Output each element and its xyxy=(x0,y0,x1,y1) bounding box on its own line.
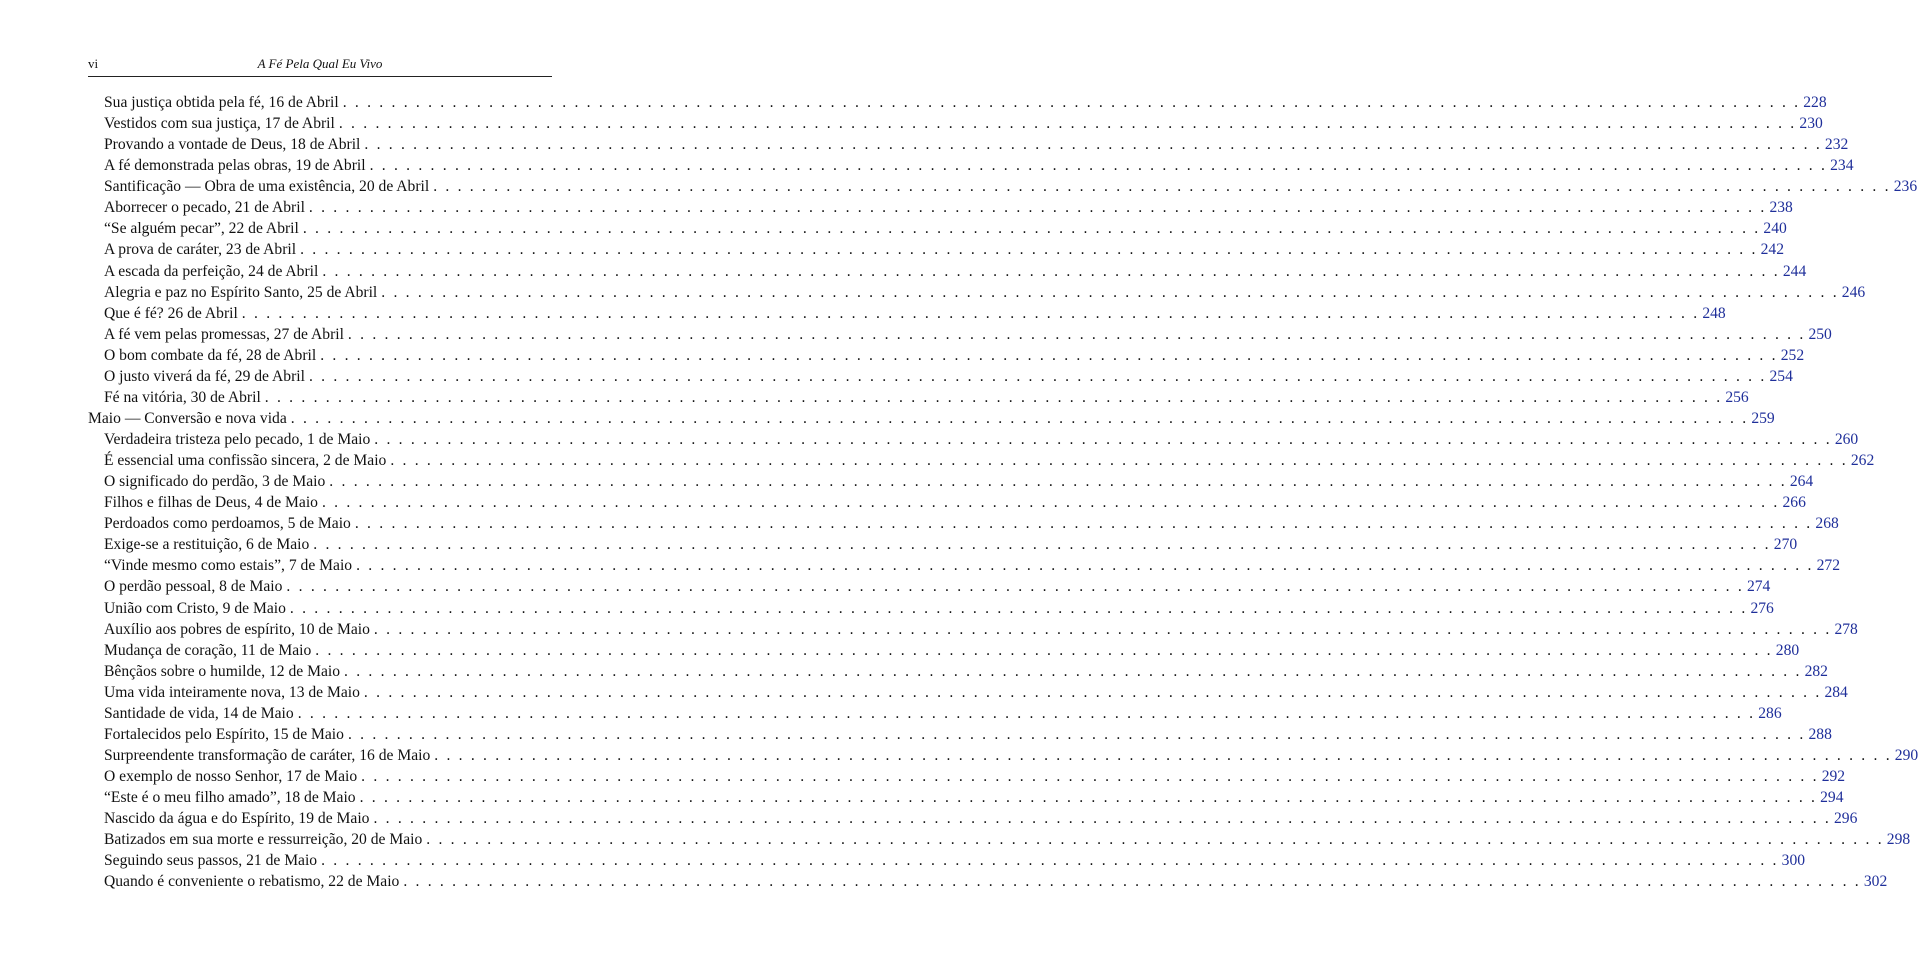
toc-dot-leader: . . . . . . . . . . . . . . . . . . . . . . . . . . . . . . . . . . . . . . . . . . . . . . . . . . . . . . . . . . . . . . . . . . . . . . . . . . . . . . . . . . . . . . . . . . . . . . . . . . . . . . . . . . . . . . . . . . . . . . . . xyxy=(356,557,1814,575)
header-book-title: A Fé Pela Qual Eu Vivo xyxy=(257,56,383,71)
toc-entry-title: Sua justiça obtida pela fé, 16 de Abril xyxy=(104,94,339,111)
toc-entry[interactable] xyxy=(88,850,1806,871)
toc-entry-title: Fé na vitória, 30 de Abril xyxy=(104,388,261,406)
toc-entry-title: Auxílio aos pobres de espírito, 10 de Maio xyxy=(104,620,370,638)
toc-dot-leader: . . . . . . . . . . . . . . . . . . . . . . . . . . . . . . . . . . . . . . . . . . . . . . . . . . . . . . . . . . . . . . . . . . . . . . . . . . . . . . . . . . . . . . . . . . . . . . . . . . . . . . . . . . . . . . . . . . . . . . . . xyxy=(347,725,1806,743)
toc-dot-leader: . . . . . . . . . . . . . . . . . . . . . . . . . . . . . . . . . . . . . . . . . . . . . . . . . . . . . . . . . . . . . . . . . . . . . . . . . . . . . . . . . . . . . . . . . . . . . . . . . . . . . . . . . . . . . . . . . . . . . . . . xyxy=(363,683,1822,701)
toc-page-link[interactable]: 268 xyxy=(1815,515,1839,533)
toc-dot-leader: . . . . . . . . . . . . . . . . . . . . . . . . . . . . . . . . . . . . . . . . . . . . . . . . . . . . . . . . . . . . . . . . . . . . . . . . . . . . . . . . . . . . . . . . . . . . . . . . . . . . . . . . . . . . . . . . . . . . . . . . xyxy=(426,831,1884,849)
toc-entry-title: Nascido da água e do Espírito, 19 de Maio xyxy=(104,810,370,828)
toc-entry[interactable] xyxy=(88,239,1784,260)
table-of-contents xyxy=(88,92,1918,892)
toc-dot-leader: . . . . . . . . . . . . . . . . . . . . . . . . . . . . . . . . . . . . . . . . . . . . . . . . . . . . . . . . . . . . . . . . . . . . . . . . . . . . . . . . . . . . . . . . . . . . . . . . . . . . . . . . . . . . . . . . . . . . . . . . xyxy=(344,662,1802,680)
toc-page-link[interactable]: 286 xyxy=(1758,704,1782,722)
toc-entry-title: Maio — Conversão e nova vida xyxy=(88,409,287,427)
toc-entry-title: Provando a vontade de Deus, 18 de Abril xyxy=(104,136,361,154)
toc-entry[interactable] xyxy=(88,724,1832,745)
toc-entry[interactable] xyxy=(88,429,1859,450)
toc-page-link[interactable]: 264 xyxy=(1789,473,1814,491)
toc-page-link[interactable]: 288 xyxy=(1808,725,1832,743)
toc-entry-title: Vestidos com sua justiça, 17 de Abril xyxy=(104,115,335,133)
toc-page-link[interactable]: 284 xyxy=(1824,683,1848,701)
toc-dot-leader: . . . . . . . . . . . . . . . . . . . . . . . . . . . . . . . . . . . . . . . . . . . . . . . . . . . . . . . . . . . . . . . . . . . . . . . . . . . . . . . . . . . . . . . . . . . . . . . . . . . . . . . . . . . . . . . . . . . . . . . . xyxy=(364,136,1822,154)
toc-entry-title: O significado do perdão, 3 de Maio xyxy=(104,473,326,491)
toc-entry-title: Filhos e filhas de Deus, 4 de Maio xyxy=(104,494,318,512)
toc-entry[interactable] xyxy=(88,176,1918,197)
toc-entry[interactable] xyxy=(88,492,1806,513)
toc-entry[interactable] xyxy=(88,303,1726,324)
toc-entry-title: Uma vida inteiramente nova, 13 de Maio xyxy=(104,683,360,701)
toc-entry[interactable] xyxy=(88,829,1911,850)
toc-dot-leader: . . . . . . . . . . . . . . . . . . . . . . . . . . . . . . . . . . . . . . . . . . . . . . . . . . . . . . . . . . . . . . . . . . . . . . . . . . . . . . . . . . . . . . . . . . . . . . . . . . . . . . . . . . . . . . . . . . . . . . . . xyxy=(264,388,1723,406)
toc-entry-title: Fortalecidos pelo Espírito, 15 de Maio xyxy=(104,725,344,743)
toc-dot-leader: . . . . . . . . . . . . . . . . . . . . . . . . . . . . . . . . . . . . . . . . . . . . . . . . . . . . . . . . . . . . . . . . . . . . . . . . . . . . . . . . . . . . . . . . . . . . . . . . . . . . . . . . . . . . . . . . . . . . . . . . xyxy=(329,473,1787,491)
toc-dot-leader: . . . . . . . . . . . . . . . . . . . . . . . . . . . . . . . . . . . . . . . . . . . . . . . . . . . . . . . . . . . . . . . . . . . . . . . . . . . . . . . . . . . . . . . . . . . . . . . . . . . . . . . . . . . . . . . . . . . . . . . . xyxy=(302,220,1761,238)
toc-page-link[interactable]: 236 xyxy=(1893,178,1918,196)
toc-entry-title: A fé vem pelas promessas, 27 de Abril xyxy=(104,325,344,343)
toc-page-link[interactable]: 276 xyxy=(1750,599,1774,617)
toc-page-link[interactable]: 254 xyxy=(1769,367,1793,385)
toc-page-link[interactable]: 259 xyxy=(1751,409,1775,427)
toc-dot-leader: . . . . . . . . . . . . . . . . . . . . . . . . . . . . . . . . . . . . . . . . . . . . . . . . . . . . . . . . . . . . . . . . . . . . . . . . . . . . . . . . . . . . . . . . . . . . . . . . . . . . . . . . . . . . . . . . . . . . . . . . xyxy=(381,283,1839,301)
toc-page-link[interactable]: 300 xyxy=(1781,852,1806,870)
toc-page-link[interactable]: 244 xyxy=(1782,262,1807,280)
toc-entry-title: Santificação — Obra de uma existência, 20 de Abril xyxy=(104,178,430,196)
header-rule xyxy=(88,76,552,77)
toc-entry-title: Verdadeira tristeza pelo pecado, 1 de Maio xyxy=(104,431,371,448)
toc-dot-leader: . . . . . . . . . . . . . . . . . . . . . . . . . . . . . . . . . . . . . . . . . . . . . . . . . . . . . . . . . . . . . . . . . . . . . . . . . . . . . . . . . . . . . . . . . . . . . . . . . . . . . . . . . . . . . . . . . . . . . . . . xyxy=(308,199,1767,217)
toc-dot-leader: . . . . . . . . . . . . . . . . . . . . . . . . . . . . . . . . . . . . . . . . . . . . . . . . . . . . . . . . . . . . . . . . . . . . . . . . . . . . . . . . . . . . . . . . . . . . . . . . . . . . . . . . . . . . . . . . . . . . . . . . xyxy=(297,704,1756,722)
toc-entry[interactable] xyxy=(88,113,1823,134)
toc-entry-title: O bom combate da fé, 28 de Abril xyxy=(104,346,317,364)
toc-entry[interactable] xyxy=(88,745,1918,766)
toc-entry[interactable] xyxy=(88,324,1832,345)
header-page-number: vi xyxy=(88,56,99,71)
toc-entry-title: Batizados em sua morte e ressurreição, 20 de Maio xyxy=(104,831,423,849)
toc-page-link[interactable]: 282 xyxy=(1804,662,1828,680)
toc-dot-leader: . . . . . . . . . . . . . . . . . . . . . . . . . . . . . . . . . . . . . . . . . . . . . . . . . . . . . . . . . . . . . . . . . . . . . . . . . . . . . . . . . . . . . . . . . . . . . . . . . . . . . . . . . . . . . . . . . . . . . . . . xyxy=(354,515,1813,533)
toc-page-link[interactable]: 242 xyxy=(1760,241,1784,259)
toc-entry[interactable] xyxy=(88,619,1858,640)
toc-entry-title: Alegria e paz no Espírito Santo, 25 de Abril xyxy=(104,283,378,301)
toc-entry-title: Que é fé? 26 de Abril xyxy=(104,304,238,322)
toc-entry[interactable] xyxy=(88,92,1827,113)
toc-entry[interactable] xyxy=(88,197,1793,218)
toc-entry[interactable] xyxy=(88,640,1800,661)
toc-entry[interactable] xyxy=(88,218,1787,239)
toc-dot-leader: . . . . . . . . . . . . . . . . . . . . . . . . . . . . . . . . . . . . . . . . . . . . . . . . . . . . . . . . . . . . . . . . . . . . . . . . . . . . . . . . . . . . . . . . . . . . . . . . . . . . . . . . . . . . . . . . . . . . . . . . xyxy=(286,578,1744,596)
toc-entry[interactable] xyxy=(88,282,1866,303)
toc-dot-leader: . . . . . . . . . . . . . . . . . . . . . . . . . . . . . . . . . . . . . . . . . . . . . . . . . . . . . . . . . . . . . . . . . . . . . . . . . . . . . . . . . . . . . . . . . . . . . . . . . . . . . . . . . . . . . . . . . . . . . . . . xyxy=(403,873,1861,891)
toc-entry[interactable] xyxy=(88,471,1814,492)
toc-entry[interactable] xyxy=(88,366,1793,387)
toc-dot-leader: . . . . . . . . . . . . . . . . . . . . . . . . . . . . . . . . . . . . . . . . . . . . . . . . . . . . . . . . . . . . . . . . . . . . . . . . . . . . . . . . . . . . . . . . . . . . . . . . . . . . . . . . . . . . . . . . . . . . . . . . xyxy=(290,409,1749,427)
toc-entry-title: Perdoados como perdoamos, 5 de Maio xyxy=(104,515,351,533)
toc-dot-leader: . . . . . . . . . . . . . . . . . . . . . . . . . . . . . . . . . . . . . . . . . . . . . . . . . . . . . . . . . . . . . . . . . . . . . . . . . . . . . . . . . . . . . . . . . . . . . . . . . . . . . . . . . . . . . . . . . . . . . . . . xyxy=(373,810,1831,828)
toc-page-link[interactable]: 262 xyxy=(1850,452,1875,470)
toc-page-link[interactable]: 266 xyxy=(1782,494,1806,512)
toc-entry-title: “Vinde mesmo como estais”, 7 de Maio xyxy=(104,557,353,575)
toc-entry-title: Seguindo seus passos, 21 de Maio xyxy=(104,852,318,870)
toc-entry-title: Exige-se a restituição, 6 de Maio xyxy=(104,536,310,554)
toc-page-link[interactable]: 296 xyxy=(1834,810,1858,828)
toc-page-link[interactable]: 260 xyxy=(1834,431,1859,448)
toc-entry[interactable] xyxy=(88,576,1771,597)
toc-entry-title: Bênçãos sobre o humilde, 12 de Maio xyxy=(104,662,341,680)
toc-entry-title: Aborrecer o pecado, 21 de Abril xyxy=(104,199,305,217)
toc-dot-leader: . . . . . . . . . . . . . . . . . . . . . . . . . . . . . . . . . . . . . . . . . . . . . . . . . . . . . . . . . . . . . . . . . . . . . . . . . . . . . . . . . . . . . . . . . . . . . . . . . . . . . . . . . . . . . . . . . . . . . . . . xyxy=(347,325,1806,343)
toc-page-link[interactable]: 238 xyxy=(1769,199,1793,217)
toc-entry-title: É essencial uma confissão sincera, 2 de Maio xyxy=(104,452,387,470)
toc-dot-leader: . . . . . . . . . . . . . . . . . . . . . . . . . . . . . . . . . . . . . . . . . . . . . . . . . . . . . . . . . . . . . . . . . . . . . . . . . . . . . . . . . . . . . . . . . . . . . . . . . . . . . . . . . . . . . . . . . . . . . . . . xyxy=(374,431,1832,448)
toc-entry[interactable] xyxy=(88,134,1849,155)
toc-page-link[interactable]: 256 xyxy=(1725,388,1749,406)
toc-entry[interactable] xyxy=(88,661,1828,682)
toc-dot-leader: . . . . . . . . . . . . . . . . . . . . . . . . . . . . . . . . . . . . . . . . . . . . . . . . . . . . . . . . . . . . . . . . . . . . . . . . . . . . . . . . . . . . . . . . . . . . . . . . . . . . . . . . . . . . . . . . . . . . . . . . xyxy=(300,241,1758,259)
toc-entry[interactable] xyxy=(88,766,1846,787)
toc-page-link[interactable]: 280 xyxy=(1775,641,1800,659)
toc-page-link[interactable]: 294 xyxy=(1820,789,1844,807)
toc-page-link[interactable]: 228 xyxy=(1803,94,1827,111)
toc-page-link[interactable]: 250 xyxy=(1808,325,1832,343)
toc-entry-title: Quando é conveniente o rebatismo, 22 de Maio xyxy=(104,873,400,891)
toc-entry-title: União com Cristo, 9 de Maio xyxy=(104,599,286,617)
toc-entry[interactable] xyxy=(88,555,1840,576)
toc-entry-title: O justo viverá da fé, 29 de Abril xyxy=(104,367,305,385)
toc-page-link[interactable]: 298 xyxy=(1886,831,1911,849)
toc-dot-leader: . . . . . . . . . . . . . . . . . . . . . . . . . . . . . . . . . . . . . . . . . . . . . . . . . . . . . . . . . . . . . . . . . . . . . . . . . . . . . . . . . . . . . . . . . . . . . . . . . . . . . . . . . . . . . . . . . . . . . . . . xyxy=(342,94,1801,111)
toc-entry[interactable] xyxy=(88,682,1848,703)
toc-entry[interactable] xyxy=(88,787,1844,808)
toc-page-link[interactable]: 302 xyxy=(1863,873,1888,891)
toc-dot-leader: . . . . . . . . . . . . . . . . . . . . . . . . . . . . . . . . . . . . . . . . . . . . . . . . . . . . . . . . . . . . . . . . . . . . . . . . . . . . . . . . . . . . . . . . . . . . . . . . . . . . . . . . . . . . . . . . . . . . . . . . xyxy=(320,346,1778,364)
toc-entry-title: A escada da perfeição, 24 de Abril xyxy=(104,262,319,280)
toc-dot-leader: . . . . . . . . . . . . . . . . . . . . . . . . . . . . . . . . . . . . . . . . . . . . . . . . . . . . . . . . . . . . . . . . . . . . . . . . . . . . . . . . . . . . . . . . . . . . . . . . . . . . . . . . . . . . . . . . . . . . . . . . xyxy=(338,115,1797,133)
toc-section-entry[interactable] xyxy=(88,408,1775,429)
toc-entry[interactable] xyxy=(88,534,1798,555)
toc-dot-leader: . . . . . . . . . . . . . . . . . . . . . . . . . . . . . . . . . . . . . . . . . . . . . . . . . . . . . . . . . . . . . . . . . . . . . . . . . . . . . . . . . . . . . . . . . . . . . . . . . . . . . . . . . . . . . . . . . . . . . . . . xyxy=(321,852,1779,870)
toc-dot-leader: . . . . . . . . . . . . . . . . . . . . . . . . . . . . . . . . . . . . . . . . . . . . . . . . . . . . . . . . . . . . . . . . . . . . . . . . . . . . . . . . . . . . . . . . . . . . . . . . . . . . . . . . . . . . . . . . . . . . . . . . xyxy=(315,641,1773,659)
toc-page-link[interactable]: 240 xyxy=(1763,220,1787,238)
toc-dot-leader: . . . . . . . . . . . . . . . . . . . . . . . . . . . . . . . . . . . . . . . . . . . . . . . . . . . . . . . . . . . . . . . . . . . . . . . . . . . . . . . . . . . . . . . . . . . . . . . . . . . . . . . . . . . . . . . . . . . . . . . . xyxy=(433,178,1891,196)
toc-dot-leader: . . . . . . . . . . . . . . . . . . . . . . . . . . . . . . . . . . . . . . . . . . . . . . . . . . . . . . . . . . . . . . . . . . . . . . . . . . . . . . . . . . . . . . . . . . . . . . . . . . . . . . . . . . . . . . . . . . . . . . . . xyxy=(321,494,1780,512)
toc-entry-title: Surpreendente transformação de caráter, 16 de Maio xyxy=(104,746,431,764)
toc-dot-leader: . . . . . . . . . . . . . . . . . . . . . . . . . . . . . . . . . . . . . . . . . . . . . . . . . . . . . . . . . . . . . . . . . . . . . . . . . . . . . . . . . . . . . . . . . . . . . . . . . . . . . . . . . . . . . . . . . . . . . . . . xyxy=(373,620,1832,638)
toc-dot-leader: . . . . . . . . . . . . . . . . . . . . . . . . . . . . . . . . . . . . . . . . . . . . . . . . . . . . . . . . . . . . . . . . . . . . . . . . . . . . . . . . . . . . . . . . . . . . . . . . . . . . . . . . . . . . . . . . . . . . . . . . xyxy=(308,367,1767,385)
toc-entry-title: A prova de caráter, 23 de Abril xyxy=(104,241,297,259)
toc-entry[interactable] xyxy=(88,871,1888,892)
toc-page-link[interactable]: 234 xyxy=(1830,157,1854,175)
toc-entry[interactable] xyxy=(88,450,1875,471)
toc-page-link[interactable]: 292 xyxy=(1821,768,1846,785)
toc-page-link[interactable]: 230 xyxy=(1799,115,1823,133)
toc-entry-title: O perdão pessoal, 8 de Maio xyxy=(104,578,283,596)
toc-entry[interactable] xyxy=(88,513,1839,534)
toc-entry[interactable] xyxy=(88,387,1749,408)
toc-entry-title: Mudança de coração, 11 de Maio xyxy=(104,641,312,659)
toc-page-link[interactable]: 252 xyxy=(1780,346,1805,364)
toc-page-link[interactable]: 246 xyxy=(1841,283,1866,301)
toc-entry[interactable] xyxy=(88,808,1858,829)
toc-entry[interactable] xyxy=(88,261,1807,282)
toc-entry-title: “Se alguém pecar”, 22 de Abril xyxy=(104,220,299,238)
toc-dot-leader: . . . . . . . . . . . . . . . . . . . . . . . . . . . . . . . . . . . . . . . . . . . . . . . . . . . . . . . . . . . . . . . . . . . . . . . . . . . . . . . . . . . . . . . . . . . . . . . . . . . . . . . . . . . . . . . . . . . . . . . . xyxy=(434,746,1892,764)
toc-dot-leader: . . . . . . . . . . . . . . . . . . . . . . . . . . . . . . . . . . . . . . . . . . . . . . . . . . . . . . . . . . . . . . . . . . . . . . . . . . . . . . . . . . . . . . . . . . . . . . . . . . . . . . . . . . . . . . . . . . . . . . . . xyxy=(361,768,1819,785)
toc-entry-title: Santidade de vida, 14 de Maio xyxy=(104,704,294,722)
running-header xyxy=(88,56,552,76)
toc-entry-title: “Este é o meu filho amado”, 18 de Maio xyxy=(104,789,356,807)
toc-page-link[interactable]: 278 xyxy=(1834,620,1858,638)
toc-dot-leader: . . . . . . . . . . . . . . . . . . . . . . . . . . . . . . . . . . . . . . . . . . . . . . . . . . . . . . . . . . . . . . . . . . . . . . . . . . . . . . . . . . . . . . . . . . . . . . . . . . . . . . . . . . . . . . . . . . . . . . . . xyxy=(289,599,1748,617)
toc-entry[interactable] xyxy=(88,703,1782,724)
toc-dot-leader: . . . . . . . . . . . . . . . . . . . . . . . . . . . . . . . . . . . . . . . . . . . . . . . . . . . . . . . . . . . . . . . . . . . . . . . . . . . . . . . . . . . . . . . . . . . . . . . . . . . . . . . . . . . . . . . . . . . . . . . . xyxy=(322,262,1780,280)
toc-page-link[interactable]: 270 xyxy=(1773,536,1798,554)
toc-entry[interactable] xyxy=(88,345,1805,366)
toc-entry[interactable] xyxy=(88,598,1774,619)
toc-dot-leader: . . . . . . . . . . . . . . . . . . . . . . . . . . . . . . . . . . . . . . . . . . . . . . . . . . . . . . . . . . . . . . . . . . . . . . . . . . . . . . . . . . . . . . . . . . . . . . . . . . . . . . . . . . . . . . . . . . . . . . . . xyxy=(369,157,1828,175)
toc-entry-title: O exemplo de nosso Senhor, 17 de Maio xyxy=(104,768,358,785)
toc-page-link[interactable]: 272 xyxy=(1816,557,1840,575)
toc-entry[interactable] xyxy=(88,155,1854,176)
toc-dot-leader: . . . . . . . . . . . . . . . . . . . . . . . . . . . . . . . . . . . . . . . . . . . . . . . . . . . . . . . . . . . . . . . . . . . . . . . . . . . . . . . . . . . . . . . . . . . . . . . . . . . . . . . . . . . . . . . . . . . . . . . . xyxy=(241,304,1700,322)
toc-entry-title: A fé demonstrada pelas obras, 19 de Abril xyxy=(104,157,366,175)
toc-page-link[interactable]: 274 xyxy=(1746,578,1771,596)
toc-page-link[interactable]: 232 xyxy=(1824,136,1849,154)
toc-dot-leader: . . . . . . . . . . . . . . . . . . . . . . . . . . . . . . . . . . . . . . . . . . . . . . . . . . . . . . . . . . . . . . . . . . . . . . . . . . . . . . . . . . . . . . . . . . . . . . . . . . . . . . . . . . . . . . . . . . . . . . . . xyxy=(390,452,1848,470)
toc-dot-leader: . . . . . . . . . . . . . . . . . . . . . . . . . . . . . . . . . . . . . . . . . . . . . . . . . . . . . . . . . . . . . . . . . . . . . . . . . . . . . . . . . . . . . . . . . . . . . . . . . . . . . . . . . . . . . . . . . . . . . . . . xyxy=(313,536,1771,554)
toc-page-link[interactable]: 290 xyxy=(1894,746,1918,764)
toc-dot-leader: . . . . . . . . . . . . . . . . . . . . . . . . . . . . . . . . . . . . . . . . . . . . . . . . . . . . . . . . . . . . . . . . . . . . . . . . . . . . . . . . . . . . . . . . . . . . . . . . . . . . . . . . . . . . . . . . . . . . . . . . xyxy=(359,789,1818,807)
toc-page-link[interactable]: 248 xyxy=(1702,304,1726,322)
